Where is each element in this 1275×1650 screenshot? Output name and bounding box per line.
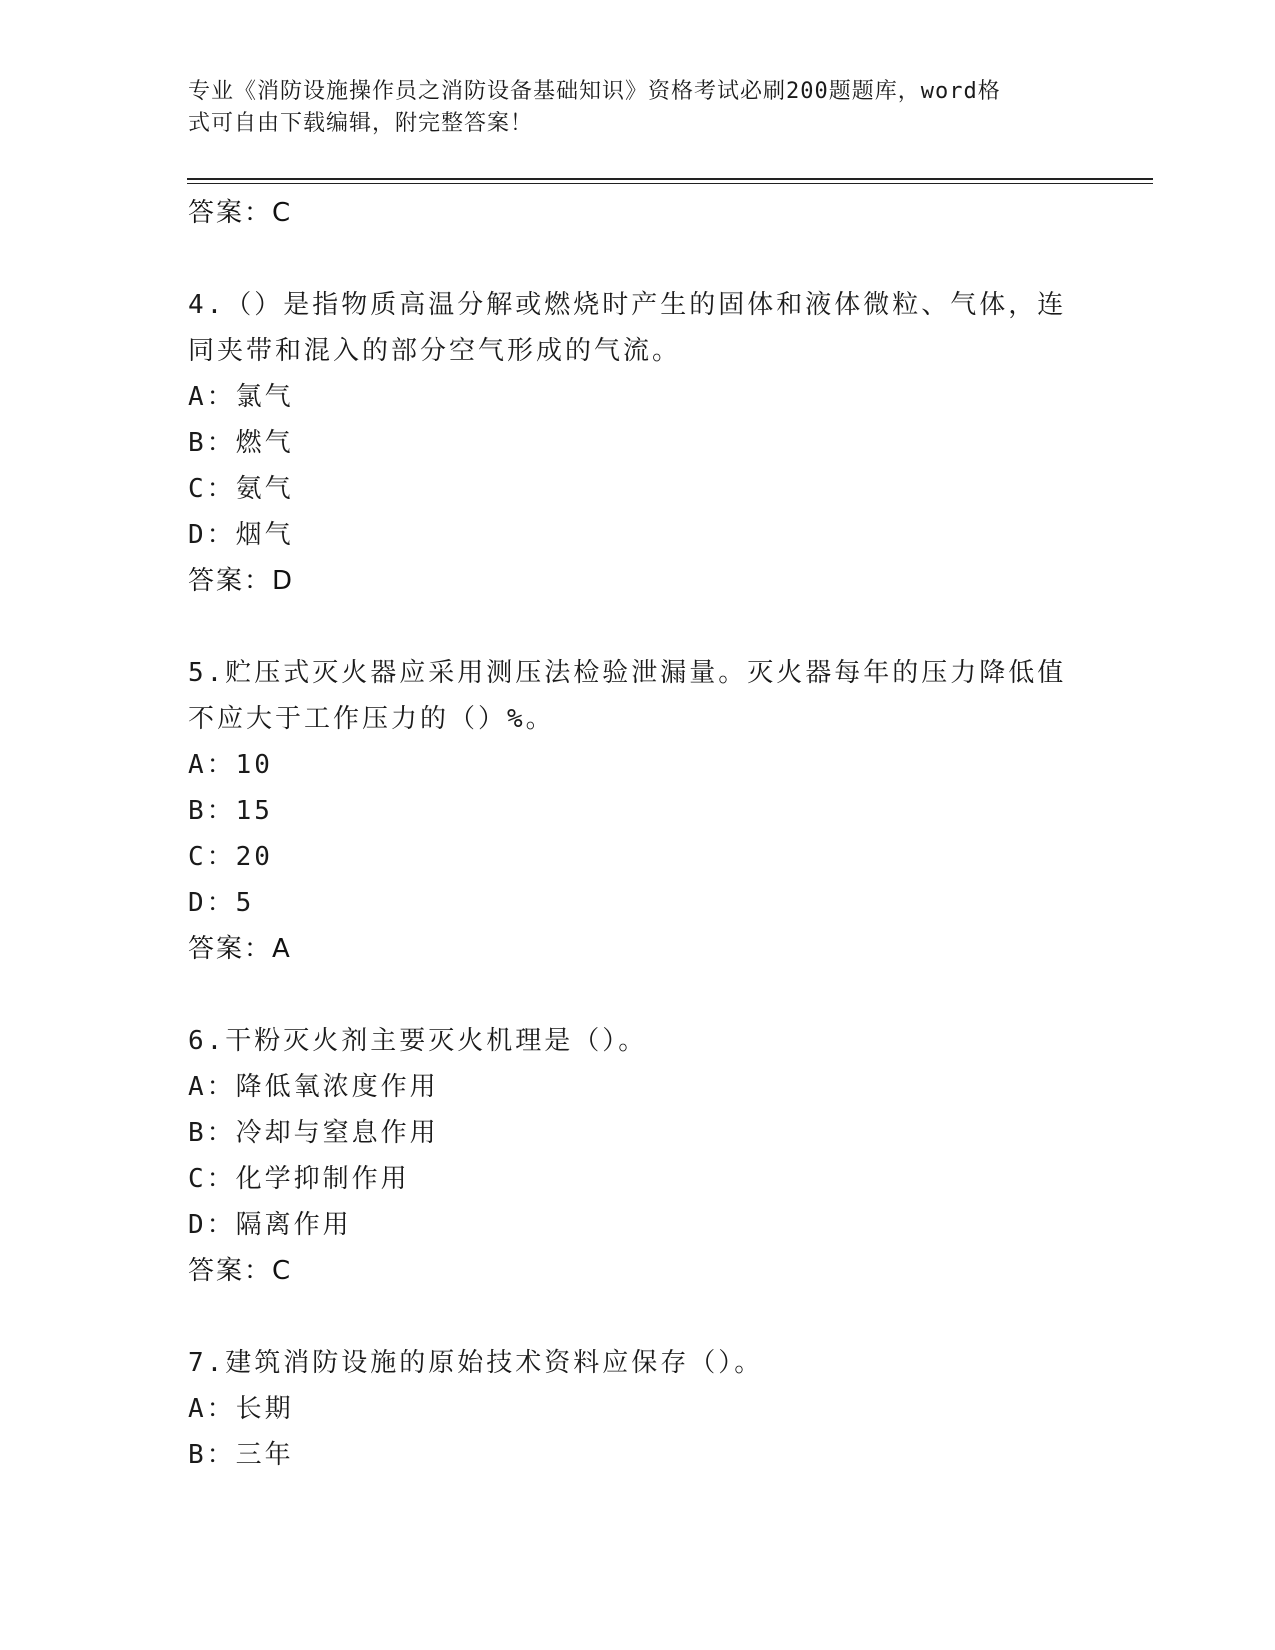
question-block [188,1018,1068,1294]
header-divider-thin [187,183,1153,184]
option-c: C：20 [188,842,273,872]
option-d: D：隔离作用 [188,1210,352,1240]
question-stem: 5.贮压式灭火器应采用测压法检验泄漏量。灭火器每年的压力降低值 [188,658,1067,688]
option-b: B：燃气 [188,428,294,458]
spacer [188,236,1068,282]
document-header [188,76,1068,140]
option-d: D：烟气 [188,520,294,550]
answer-label: 答案：C [188,198,293,228]
option-c: C：氨气 [188,474,294,504]
question-stem: 同夹带和混入的部分空气形成的气流。 [188,336,682,366]
question-list [188,190,1068,1478]
option-b: B：冷却与窒息作用 [188,1118,439,1148]
question-block [188,282,1068,604]
answer-label: 答案：D [188,566,295,596]
answer-label: 答案：A [188,934,292,964]
option-b: B：15 [188,796,273,826]
option-d: D：5 [188,888,255,918]
option-b: B：三年 [188,1440,294,1470]
spacer [188,972,1068,1018]
option-a: A：降低氧浓度作用 [188,1072,439,1102]
header-divider-thick [187,178,1153,180]
header-line-1: 专业《消防设施操作员之消防设备基础知识》资格考试必刷200题题库，word格 [188,79,1001,104]
option-a: A：10 [188,750,273,780]
question-block [188,650,1068,972]
option-a: A：氯气 [188,382,294,412]
question-stem: 6.干粉灭火剂主要灭火机理是（）。 [188,1026,648,1056]
header-line-2: 式可自由下载编辑，附完整答案！ [188,111,534,136]
spacer [188,1294,1068,1340]
question-stem: 7.建筑消防设施的原始技术资料应保存（）。 [188,1348,764,1378]
question-stem: 不应大于工作压力的（）%。 [188,704,555,734]
spacer [188,604,1068,650]
option-c: C：化学抑制作用 [188,1164,410,1194]
answer-label: 答案：C [188,1256,293,1286]
question-block [188,1340,1068,1478]
question-stem: 4.（）是指物质高温分解或燃烧时产生的固体和液体微粒、气体，连 [188,290,1067,320]
option-a: A：长期 [188,1394,294,1424]
